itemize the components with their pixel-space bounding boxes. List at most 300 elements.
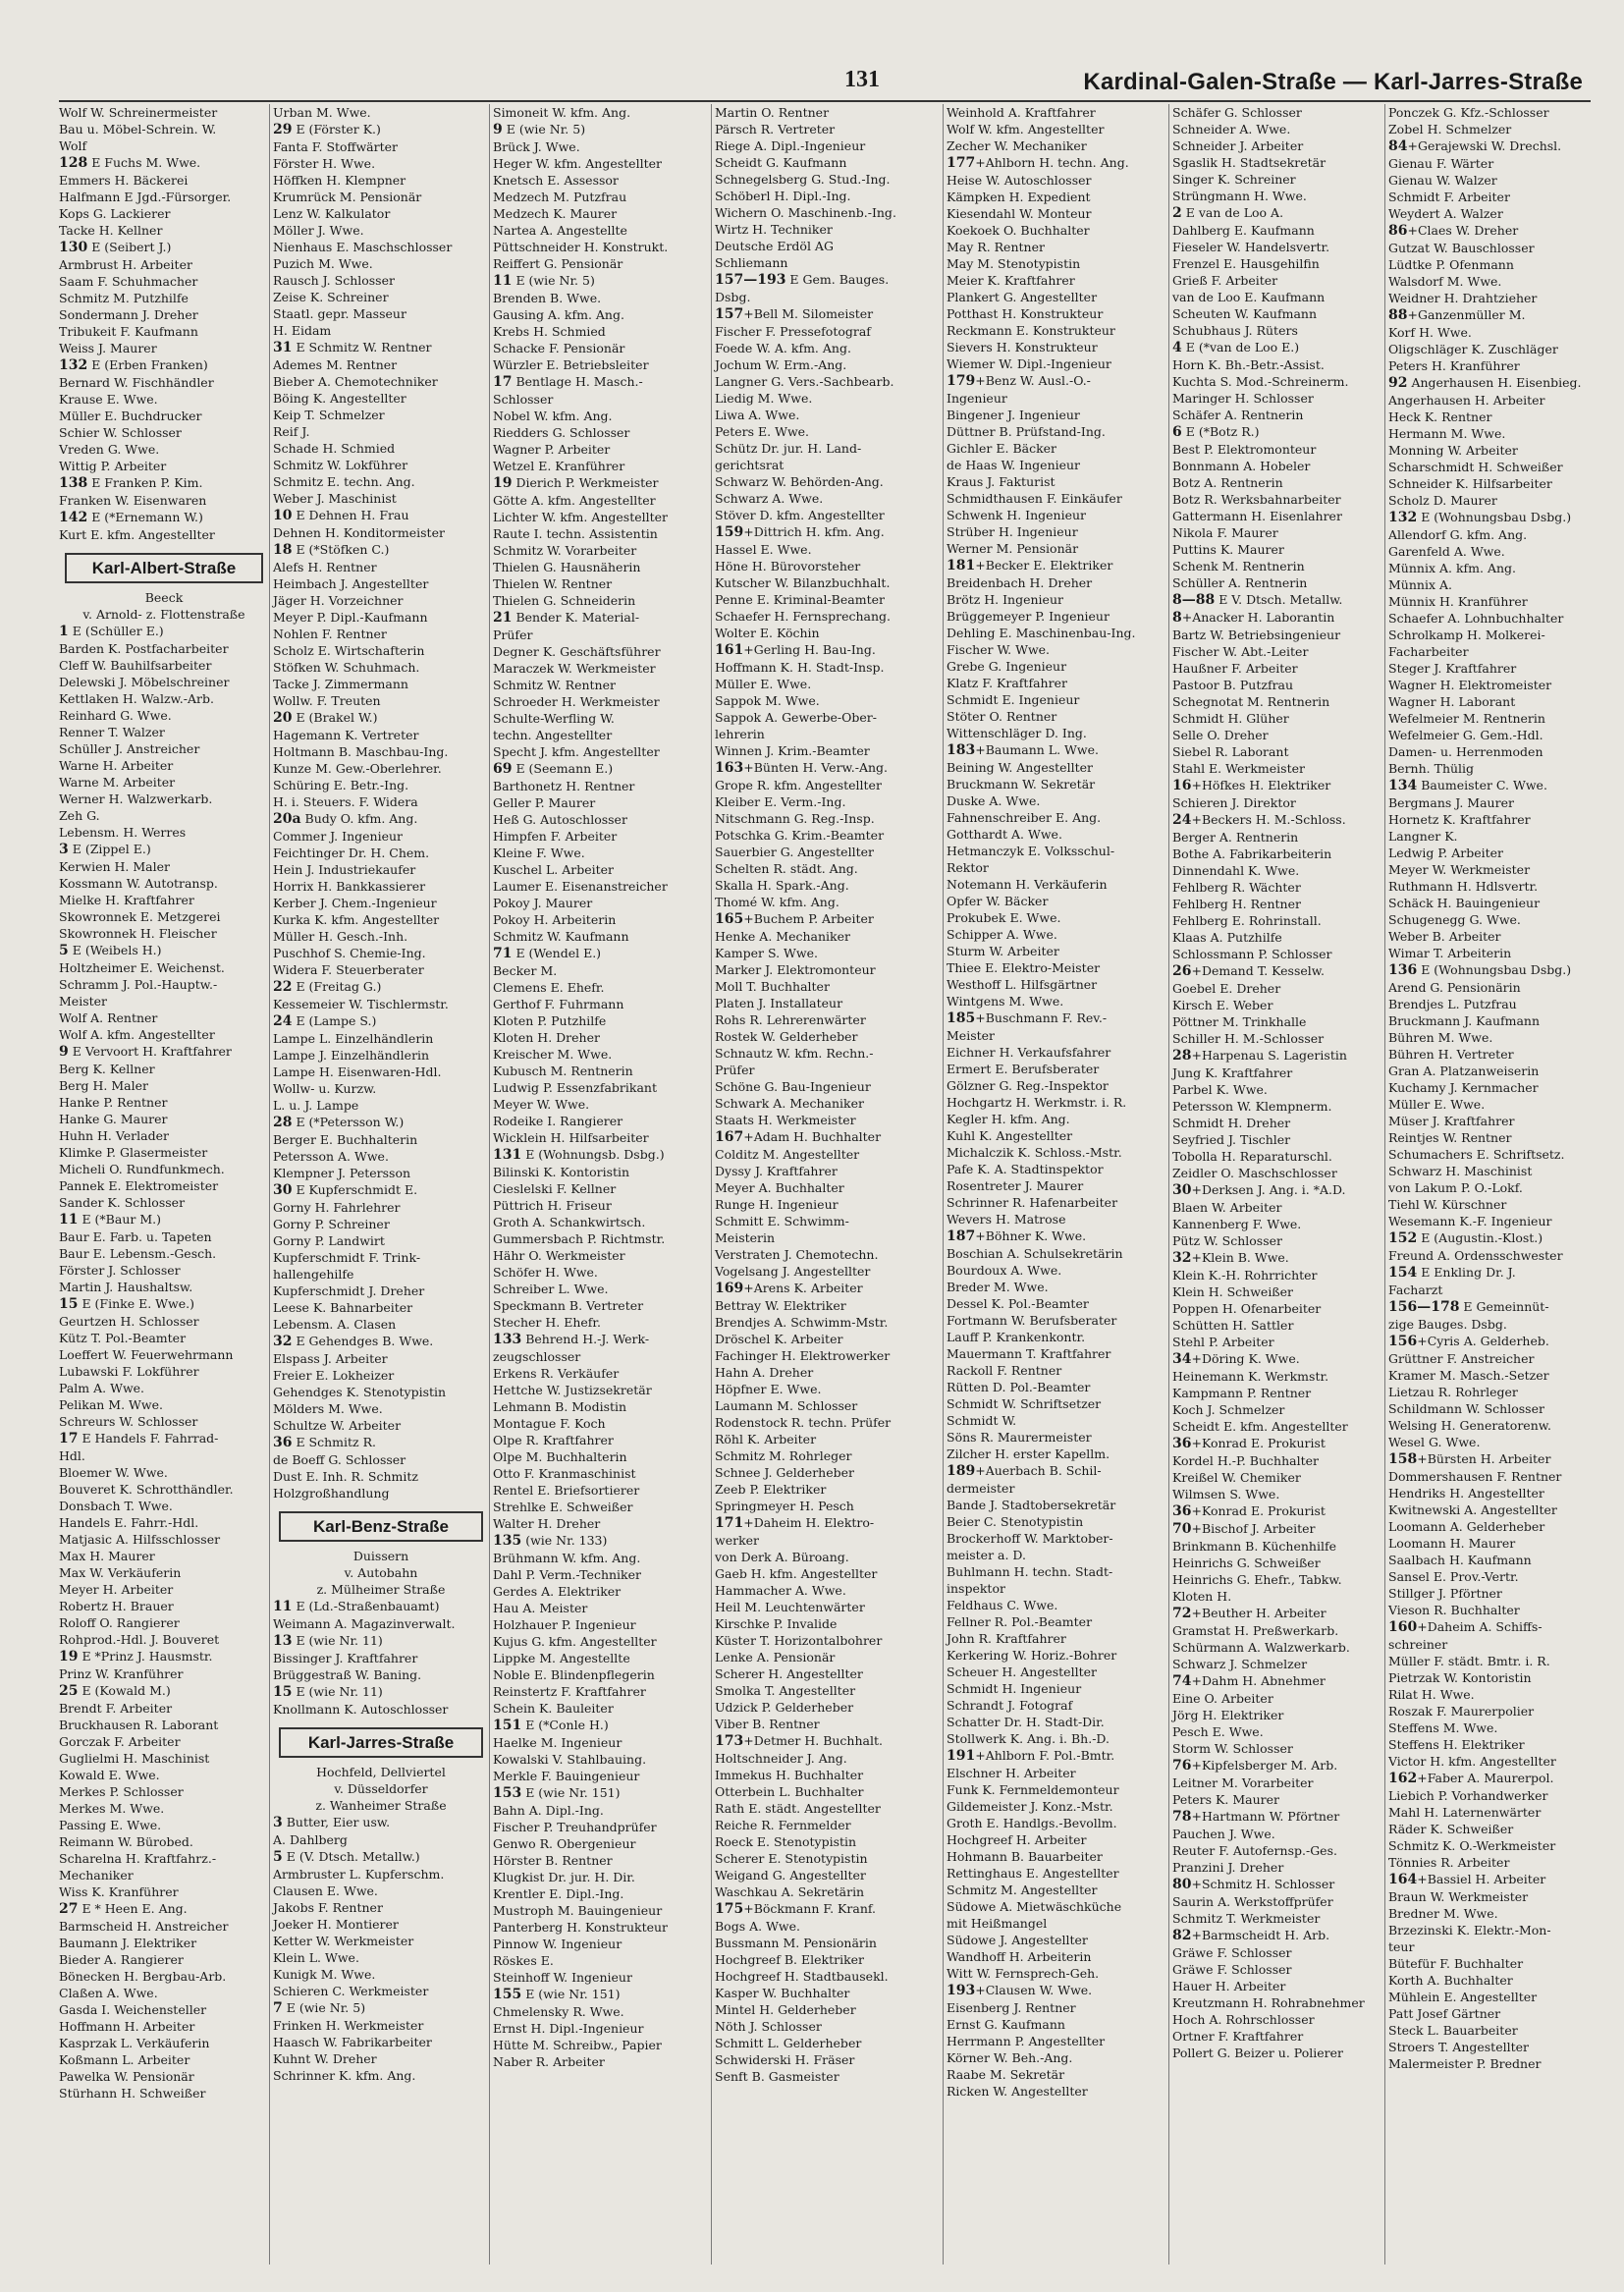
directory-entry: Bönecken H. Bergbau-Arb. (59, 1969, 227, 1984)
directory-entry: 22 E (Freitag G.) (273, 979, 382, 995)
directory-entry: Schüring E. Betr.-Ing. (273, 778, 409, 792)
directory-entry: Schmidt H. Ingenieur (947, 1681, 1082, 1696)
directory-entry: Arend G. Pensionärin (1388, 980, 1521, 995)
directory-entry: Reiffert G. Pensionär (493, 256, 623, 271)
directory-entry: Deutsche Erdöl AG (715, 239, 834, 253)
directory-entry: Robertz H. Brauer (59, 1599, 174, 1613)
directory-entry: 11 E (wie Nr. 5) (493, 273, 595, 289)
directory-entry: Widera F. Steuerberater (273, 962, 424, 977)
directory-entry: Stollwerk K. Ang. i. Bh.-D. (947, 1731, 1110, 1746)
directory-entry: 28 E (*Petersson W.) (273, 1115, 405, 1130)
street-range: Beeck (144, 590, 184, 605)
directory-entry: Lampe J. Einzelhändlerin (273, 1048, 430, 1063)
directory-entry: Kutscher W. Bilanzbuchhalt. (715, 575, 891, 590)
directory-entry: Meister (947, 1028, 996, 1043)
directory-entry: Loomann H. Maurer (1388, 1536, 1516, 1551)
directory-entry: Bühren H. Vertreter (1388, 1047, 1514, 1062)
directory-entry: Wintgens M. Wwe. (947, 994, 1064, 1009)
directory-entry: Hdl. (59, 1448, 85, 1463)
directory-entry: Fischer W. Abt.-Leiter (1172, 644, 1309, 659)
street-range: Hochfeld, Dellviertel (316, 1765, 446, 1779)
directory-entry: Max W. Verkäuferin (59, 1565, 182, 1580)
directory-entry: Kerkering W. Horiz.-Bohrer (947, 1648, 1117, 1663)
directory-entry: Kunze M. Gew.-Oberlehrer. (273, 761, 442, 776)
directory-entry: Schwarz J. Schmelzer (1172, 1657, 1308, 1671)
directory-entry: Kupferschmidt J. Dreher (273, 1283, 425, 1298)
directory-entry: Brendjes L. Putzfrau (1388, 997, 1517, 1011)
directory-entry: Kuhnt W. Dreher (273, 2051, 377, 2066)
directory-entry: May R. Rentner (947, 240, 1045, 254)
directory-entry: 187+Böhner K. Wwe. (947, 1228, 1087, 1244)
directory-entry: Wolf A. Rentner (59, 1010, 158, 1025)
directory-entry: Gehendges K. Stenotypistin (273, 1385, 447, 1399)
directory-entry: Rath E. städt. Angestellter (715, 1801, 881, 1816)
directory-entry: Brinkmann B. Küchenhilfe (1172, 1539, 1336, 1554)
directory-entry: Schmitz W. Kaufmann (493, 929, 629, 944)
directory-entry: Hohmann B. Bauarbeiter (947, 1849, 1103, 1864)
directory-entry: Stöter O. Rentner (947, 709, 1057, 724)
directory-entry: Klatz F. Kraftfahrer (947, 676, 1067, 690)
directory-entry: Wolf (59, 138, 87, 153)
directory-entry: Senft B. Gasmeister (715, 2069, 839, 2084)
directory-entry: Lüdtke P. Ofenmann (1388, 257, 1514, 272)
column-1-entries-after (59, 623, 269, 2101)
directory-entry: Wolter E. Köchin (715, 626, 820, 640)
directory-entry: Wagner H. Laborant (1388, 694, 1516, 709)
directory-entry: Bernh. Thülig (1388, 761, 1475, 776)
directory-entry: Barthonetz H. Rentner (493, 779, 635, 793)
directory-entry: Müller E. Wwe. (715, 677, 812, 691)
directory-entry: 25 E (Kowald M.) (59, 1683, 171, 1699)
directory-entry: Damen- u. Herrenmoden (1388, 744, 1543, 759)
directory-entry: Kowalski V. Stahlbauing. (493, 1752, 647, 1767)
directory-entry: Heimbach J. Angestellter (273, 576, 429, 591)
directory-entry: May M. Stenotypistin (947, 256, 1081, 271)
directory-entry: Cleff W. Bauhilfsarbeiter (59, 658, 212, 673)
directory-entry: Handels E. Fahrr.-Hdl. (59, 1515, 199, 1530)
directory-entry: Gorny P. Schreiner (273, 1217, 390, 1231)
directory-entry: 177+Ahlborn H. techn. Ang. (947, 155, 1129, 171)
directory-entry: 135 (wie Nr. 133) (493, 1533, 608, 1549)
directory-entry: Geller P. Maurer (493, 795, 596, 810)
directory-entry: 157—193 E Gem. Bauges. (715, 272, 890, 288)
directory-entry: Pokoy H. Arbeiterin (493, 912, 617, 927)
directory-entry: Warne M. Arbeiter (59, 775, 176, 790)
directory-entry: 78+Hartmann W. Pförtner (1172, 1809, 1340, 1825)
directory-entry: 156—178 E Gemeinnüt- (1388, 1299, 1549, 1315)
directory-entry: Koßmann L. Arbeiter (59, 2052, 190, 2067)
directory-entry: Bütefür F. Buchhalter (1388, 1956, 1524, 1971)
directory-entry: Schacke F. Pensionär (493, 341, 625, 355)
directory-entry: 69 E (Seemann E.) (493, 761, 614, 777)
directory-entry: Noble E. Blindenpflegerin (493, 1667, 655, 1682)
directory-entry: Werner M. Pensionär (947, 541, 1079, 556)
directory-entry: Kampmann P. Rentner (1172, 1386, 1312, 1400)
directory-entry: Böing K. Angestellter (273, 391, 406, 406)
directory-entry: Elschner H. Arbeiter (947, 1766, 1076, 1780)
directory-entry: Hochgreef H. Arbeiter (947, 1832, 1087, 1847)
directory-entry: Loeffert W. Feuerwehrmann (59, 1347, 234, 1362)
directory-entry: Marker J. Elektromonteur (715, 962, 876, 977)
directory-entry: Berg K. Kellner (59, 1062, 155, 1076)
directory-entry: Hoffmann K. H. Stadt-Insp. (715, 660, 885, 675)
directory-entry: Brenden B. Wwe. (493, 291, 602, 305)
directory-entry: Dinnendahl K. Wwe. (1172, 863, 1300, 878)
directory-entry: Wolf W. Schreinermeister (59, 105, 218, 120)
directory-entry: Rentel E. Briefsortierer (493, 1483, 640, 1498)
directory-entry: H. Eidam (273, 323, 332, 338)
directory-entry: Müller F. städt. Bmtr. i. R. (1388, 1654, 1550, 1668)
directory-entry: Hetmanczyk E. Volksschul- (947, 844, 1115, 858)
directory-entry: Simoneit W. kfm. Ang. (493, 105, 631, 120)
directory-entry: Becker M. (493, 963, 558, 978)
directory-entry: Genwo R. Obergenieur (493, 1836, 636, 1851)
directory-entry: Merkes M. Wwe. (59, 1801, 165, 1816)
directory-entry: Stahl E. Werkmeister (1172, 761, 1305, 776)
directory-entry: Tacke J. Zimmermann (273, 677, 408, 691)
directory-entry: Fahnenschreiber E. Ang. (947, 810, 1102, 825)
directory-entry: Schmitz M. Rohrleger (715, 1448, 852, 1463)
directory-entry: 6 E (*Botz R.) (1172, 424, 1260, 440)
directory-entry: 10 E Dehnen H. Frau (273, 508, 409, 523)
street-heading: Karl-Benz-Straße (279, 1511, 483, 1542)
directory-entry: Zeise K. Schreiner (273, 290, 389, 304)
directory-entry: Meister (59, 994, 108, 1009)
directory-entry: Krentler E. Dipl.-Ing. (493, 1886, 624, 1901)
directory-entry: 24+Beckers H. M.-Schloss. (1172, 812, 1346, 828)
directory-entry: Schöfer H. Wwe. (493, 1265, 598, 1280)
directory-entry: Baur E. Farb. u. Tapeten (59, 1229, 212, 1244)
directory-entry: Koekoek O. Buchhalter (947, 223, 1090, 238)
directory-entry: 132 E (Wohnungsbau Dsbg.) (1388, 510, 1572, 525)
directory-entry: Kunigk M. Wwe. (273, 1967, 376, 1982)
directory-entry: Angerhausen H. Arbeiter (1388, 393, 1545, 408)
directory-entry: Warne H. Arbeiter (59, 758, 174, 773)
directory-entry: Ernst G. Kaufmann (947, 2017, 1065, 2032)
directory-entry: Steck L. Bauarbeiter (1388, 2023, 1518, 2038)
directory-entry: Gattermann H. Eisenlahrer (1172, 509, 1342, 523)
directory-entry: Brockerhoff W. Marktober- (947, 1531, 1113, 1546)
directory-entry: Dröschel K. Arbeiter (715, 1332, 843, 1346)
directory-entry: Kirsch E. Weber (1172, 998, 1273, 1012)
directory-entry: Hoch A. Rohrschlosser (1172, 2012, 1315, 2027)
directory-entry: Reckmann E. Konstrukteur (947, 323, 1115, 338)
directory-entry: Scharelna H. Kraftfahrz.- (59, 1851, 217, 1866)
directory-entry: Grüttner F. Anstreicher (1388, 1351, 1535, 1366)
directory-entry: Bruckmann J. Kaufmann (1388, 1013, 1541, 1028)
directory-entry: schreiner (1388, 1637, 1448, 1652)
directory-entry: Stroers T. Angestellter (1388, 2040, 1529, 2054)
directory-entry: Scherer H. Angestellter (715, 1666, 863, 1681)
directory-entry: Wiss K. Kranführer (59, 1884, 179, 1899)
directory-entry: Körner W. Beh.-Ang. (947, 2050, 1073, 2065)
directory-entry: Fehlberg E. Rohrinstall. (1172, 913, 1322, 928)
directory-entry: Heß G. Autoschlosser (493, 812, 627, 827)
directory-entry: Plankert G. Angestellter (947, 290, 1098, 304)
directory-entry: Meier K. Kraftfahrer (947, 273, 1075, 288)
directory-entry: Kowald E. Wwe. (59, 1768, 160, 1782)
directory-entry: Brzezinski K. Elektr.-Mon- (1388, 1923, 1551, 1937)
directory-entry: Kreutzmann H. Rohrabnehmer (1172, 1995, 1365, 2010)
directory-entry: Merkes P. Schlosser (59, 1784, 184, 1799)
directory-entry: Rausch J. Schlosser (273, 273, 395, 288)
directory-entry: Schwarz W. Behörden-Ang. (715, 474, 884, 489)
directory-entry: Schulte-Werfling W. (493, 711, 615, 726)
directory-entry: Steffens M. Wwe. (1388, 1720, 1498, 1735)
directory-entry: Schütten H. Sattler (1172, 1318, 1294, 1333)
directory-entry: Runge H. Ingenieur (715, 1197, 839, 1212)
directory-entry: Himpfen F. Arbeiter (493, 829, 618, 844)
directory-entry: 5 E (Weibels H.) (59, 943, 162, 958)
directory-entry: Winnen J. Krim.-Beamter (715, 743, 870, 758)
directory-entry: 5 E (V. Dtsch. Metallw.) (273, 1849, 420, 1865)
directory-entry: Bartz W. Betriebsingenieur (1172, 628, 1341, 642)
directory-entry: Kubusch M. Rentnerin (493, 1064, 633, 1078)
directory-entry: Wittenschläger D. Ing. (947, 726, 1087, 740)
directory-entry: Nohlen F. Rentner (273, 627, 387, 641)
directory-entry: Dehnen H. Konditormeister (273, 525, 445, 540)
directory-entry: 92 Angerhausen H. Eisenbieg. (1388, 375, 1582, 391)
directory-entry: hallengehilfe (273, 1267, 354, 1282)
directory-entry: Welsing H. Generatorenw. (1388, 1418, 1551, 1433)
directory-entry: 142 E (*Ernemann W.) (59, 510, 203, 525)
directory-entry: Lubawski F. Lokführer (59, 1364, 199, 1379)
directory-entry: Schiller H. M.-Schlosser (1172, 1031, 1325, 1046)
directory-entry: Liwa A. Wwe. (715, 408, 800, 422)
directory-entry: Ortner F. Kraftfahrer (1172, 2029, 1304, 2044)
directory-entry: Wandhoff H. Arbeiterin (947, 1949, 1092, 1964)
directory-entry: 156+Cyris A. Gelderheb. (1388, 1334, 1549, 1349)
directory-entry: Holtschneider J. Ang. (715, 1751, 847, 1766)
directory-entry: Korf H. Wwe. (1388, 325, 1472, 340)
directory-entry: Heil M. Leuchtenwärter (715, 1600, 865, 1614)
directory-entry: Schreurs W. Schlosser (59, 1414, 198, 1429)
directory-entry: Smolka T. Angestellter (715, 1683, 856, 1698)
directory-entry: Reintjes W. Rentner (1388, 1130, 1512, 1145)
directory-entry: Höne H. Bürovorsteher (715, 559, 861, 573)
directory-entry: Heinrichs G. Ehefr., Tabkw. (1172, 1572, 1342, 1587)
directory-entry: Grebe G. Ingenieur (947, 659, 1067, 674)
directory-entry: Zobel H. Schmelzer (1388, 122, 1512, 136)
directory-entry: Berger E. Buchhalterin (273, 1132, 418, 1147)
street-range: v. Arnold- z. Flottenstraße (82, 607, 245, 622)
directory-entry: 189+Auerbach B. Schil- (947, 1463, 1102, 1479)
directory-entry: Kegler H. kfm. Ang. (947, 1112, 1070, 1126)
directory-entry: Braun W. Werkmeister (1388, 1889, 1529, 1904)
directory-entry: Fortmann W. Berufsberater (947, 1313, 1117, 1328)
directory-entry: Liedig M. Wwe. (715, 391, 813, 406)
directory-entry: Immekus H. Buchhalter (715, 1768, 864, 1782)
directory-entry: 157+Bell M. Silomeister (715, 306, 874, 322)
directory-entry: Allendorf G. kfm. Ang. (1388, 527, 1528, 542)
directory-entry: Pinnow W. Ingenieur (493, 1937, 623, 1951)
directory-entry: Lietzau R. Rohrleger (1388, 1385, 1518, 1399)
directory-entry: Schmitz K. O.-Werkmeister (1388, 1838, 1556, 1853)
directory-entry: Goebel E. Dreher (1172, 981, 1281, 996)
directory-entry: Matjasic A. Hilfsschlosser (59, 1532, 221, 1547)
directory-entry: Klempner J. Petersson (273, 1166, 411, 1180)
directory-entry: 159+Dittrich H. kfm. Ang. (715, 524, 885, 540)
directory-entry: Schelten R. städt. Ang. (715, 861, 858, 876)
directory-entry: Kleiber E. Verm.-Ing. (715, 794, 846, 809)
directory-entry: Verstraten J. Chemotechn. (715, 1247, 879, 1262)
directory-entry: Feldhaus C. Wwe. (947, 1598, 1058, 1612)
directory-entry: Wolf A. kfm. Angestellter (59, 1027, 215, 1042)
directory-entry: Skowronnek H. Fleischer (59, 926, 217, 941)
directory-entry: Kraus J. Fakturist (947, 474, 1056, 489)
directory-entry: Scharschmidt H. Schweißer (1388, 460, 1563, 474)
directory-entry: Facharzt (1388, 1282, 1443, 1297)
directory-entry: Blaen W. Arbeiter (1172, 1200, 1282, 1215)
directory-entry: Korth A. Buchhalter (1388, 1973, 1513, 1988)
directory-entry: 160+Daheim A. Schiffs- (1388, 1619, 1543, 1635)
directory-entry: Schugenegg G. Wwe. (1388, 912, 1521, 927)
directory-entry: Schäck H. Bauingenieur (1388, 896, 1541, 910)
directory-entry: Bloemer W. Wwe. (59, 1465, 168, 1480)
directory-entry: John R. Kraftfahrer (947, 1631, 1066, 1646)
column-2 (271, 104, 490, 2265)
directory-entry: Baumann J. Elektriker (59, 1936, 197, 1950)
directory-entry: Sondermann J. Dreher (59, 307, 198, 322)
directory-entry: Koch J. Schmelzer (1172, 1402, 1285, 1417)
directory-entry: Bühren M. Wwe. (1388, 1030, 1493, 1045)
directory-entry: Thielen G. Hausnäherin (493, 560, 641, 574)
directory-entry: Bande J. Stadtobersekretär (947, 1498, 1116, 1512)
directory-entry: Weinhold A. Kraftfahrer (947, 105, 1096, 120)
directory-entry: Mintel H. Gelderheber (715, 2002, 856, 2017)
column-1-entries (59, 104, 269, 543)
directory-entry: Hornetz K. Kraftfahrer (1388, 812, 1531, 827)
directory-entry: Lichter W. kfm. Angestellter (493, 510, 669, 524)
directory-entry: Claßen A. Wwe. (59, 1986, 158, 2000)
directory-entry: Renner T. Walzer (59, 725, 165, 739)
directory-entry: Wollw. F. Treuten (273, 693, 381, 708)
directory-entry: 26+Demand T. Kesselw. (1172, 963, 1325, 979)
directory-entry: Roloff O. Rangierer (59, 1615, 180, 1630)
directory-entry: 20a Budy O. kfm. Ang. (273, 811, 418, 827)
directory-entry: Hähr O. Werkmeister (493, 1248, 625, 1263)
directory-entry: Vogelsang J. Angestellter (715, 1264, 871, 1279)
directory-entry: 34+Döring K. Wwe. (1172, 1351, 1300, 1367)
directory-entry: Schenk M. Rentnerin (1172, 559, 1305, 573)
columns-area (57, 104, 1595, 2265)
directory-entry: Krause E. Wwe. (59, 392, 158, 407)
street-range: z. Wanheimer Straße (315, 1798, 447, 1813)
directory-entry: Beier C. Stenotypistin (947, 1514, 1084, 1529)
directory-entry: Speckmann B. Vertreter (493, 1298, 644, 1313)
header-rule (59, 100, 1591, 102)
directory-entry: 15 E (wie Nr. 11) (273, 1684, 383, 1700)
directory-entry: Best P. Elektromonteur (1172, 442, 1317, 457)
directory-entry: Kupferschmidt F. Trink- (273, 1250, 421, 1265)
directory-entry: Clausen E. Wwe. (273, 1883, 378, 1898)
directory-entry: 21 Bender K. Material- (493, 610, 640, 626)
directory-entry: Ludwig P. Essenzfabrikant (493, 1080, 657, 1095)
directory-entry: Hauer H. Arbeiter (1172, 1979, 1286, 1993)
directory-entry: Schipper A. Wwe. (947, 927, 1057, 942)
directory-entry: Kämpken H. Expedient (947, 190, 1091, 204)
directory-entry: Pranzini J. Dreher (1172, 1860, 1284, 1875)
directory-entry: Dahlberg E. Kaufmann (1172, 223, 1315, 238)
directory-entry: Schrinner K. kfm. Ang. (273, 2068, 416, 2083)
directory-entry: 16+Höfkes H. Elektriker (1172, 778, 1331, 793)
directory-entry: Specht J. kfm. Angestellter (493, 744, 660, 759)
directory-entry: Hochgreef B. Elektriker (715, 1952, 865, 1967)
directory-entry: Vreden G. Wwe. (59, 442, 160, 457)
directory-entry: Geurtzen H. Schlosser (59, 1314, 199, 1329)
directory-entry: Kirschke P. Invalide (715, 1616, 838, 1631)
directory-entry: Pastoor B. Putzfrau (1172, 678, 1294, 692)
directory-entry: Peters H. Kranführer (1388, 358, 1520, 373)
directory-entry: Kasprzak L. Verkäuferin (59, 2036, 210, 2050)
street-range: z. Mülheimer Straße (316, 1582, 446, 1597)
directory-entry: Thomé W. kfm. Ang. (715, 895, 839, 909)
directory-entry: Hassel E. Wwe. (715, 542, 812, 557)
directory-entry: Pauchen J. Wwe. (1172, 1827, 1275, 1841)
directory-entry: Möller J. Wwe. (273, 223, 364, 238)
column-2-entries-after (273, 1598, 489, 1718)
directory-entry: Kossmann W. Autotransp. (59, 876, 218, 891)
directory-entry: Schwarz A. Wwe. (715, 491, 824, 506)
directory-entry: Staats H. Werkmeister (715, 1113, 856, 1127)
directory-entry: Schramm J. Pol.-Hauptw.- (59, 977, 218, 992)
directory-entry: Wicklein H. Hilfsarbeiter (493, 1130, 649, 1145)
directory-entry: Gasda I. Weichensteller (59, 2002, 207, 2017)
directory-entry: zige Bauges. Dsbg. (1388, 1317, 1507, 1332)
directory-entry: Müller E. Wwe. (1388, 1097, 1486, 1112)
directory-entry: Lenke A. Pensionär (715, 1650, 836, 1664)
directory-entry: 8—88 E V. Dtsch. Metallw. (1172, 592, 1343, 608)
directory-entry: Prokubek E. Wwe. (947, 910, 1061, 925)
directory-entry: Ademes M. Rentner (273, 357, 398, 372)
directory-entry: Hammacher A. Wwe. (715, 1583, 846, 1598)
directory-entry: 4 E (*van de Loo E.) (1172, 340, 1300, 355)
directory-entry: 36+Konrad E. Prokurist (1172, 1503, 1326, 1519)
directory-entry: Krebs H. Schmied (493, 324, 606, 339)
directory-entry: Weydert A. Walzer (1388, 206, 1503, 221)
directory-entry: Bogs A. Wwe. (715, 1919, 800, 1934)
directory-entry: Roeck E. Stenotypistin (715, 1834, 857, 1849)
directory-entry: Weiss J. Maurer (59, 341, 157, 355)
directory-entry: Sturm W. Arbeiter (947, 944, 1059, 958)
directory-entry: Bussmann M. Pensionärin (715, 1936, 877, 1950)
column-3-entries (493, 104, 711, 2070)
directory-entry: Jochum W. Erm.-Ang. (715, 357, 847, 372)
directory-entry: Sievers H. Konstrukteur (947, 340, 1098, 355)
directory-entry: Kramer M. Masch.-Setzer (1388, 1368, 1549, 1383)
directory-entry: Tönnies R. Arbeiter (1388, 1855, 1510, 1870)
directory-entry: Schäfer G. Schlosser (1172, 105, 1302, 120)
column-4 (713, 104, 944, 2265)
directory-entry: Max H. Maurer (59, 1549, 155, 1563)
directory-entry: Hau A. Meister (493, 1601, 588, 1615)
directory-entry: Lenz W. Kalkulator (273, 206, 391, 221)
directory-entry: Brötz H. Ingenieur (947, 592, 1063, 607)
directory-entry: 128 E Fuchs M. Wwe. (59, 155, 201, 171)
directory-entry: Schubhaus J. Rüters (1172, 323, 1298, 338)
directory-entry: Schlosser (493, 392, 554, 407)
street-heading-2: Karl-Jarres-Straße (279, 1727, 483, 1758)
directory-entry: Pütz W. Schlosser (1172, 1233, 1282, 1248)
directory-entry: 27 E * Heen E. Ang. (59, 1901, 188, 1917)
directory-entry: Platen J. Installateur (715, 996, 843, 1010)
directory-entry: Franken W. Eisenwaren (59, 493, 207, 508)
directory-entry: Gienau W. Walzer (1388, 173, 1497, 188)
directory-entry: 28+Harpenau S. Lageristin (1172, 1048, 1347, 1064)
directory-entry: Lippke M. Angestellte (493, 1651, 630, 1665)
directory-entry: Gran A. Platzanweiserin (1388, 1064, 1540, 1078)
directory-entry: Saurin A. Werkstoffprüfer (1172, 1894, 1333, 1909)
